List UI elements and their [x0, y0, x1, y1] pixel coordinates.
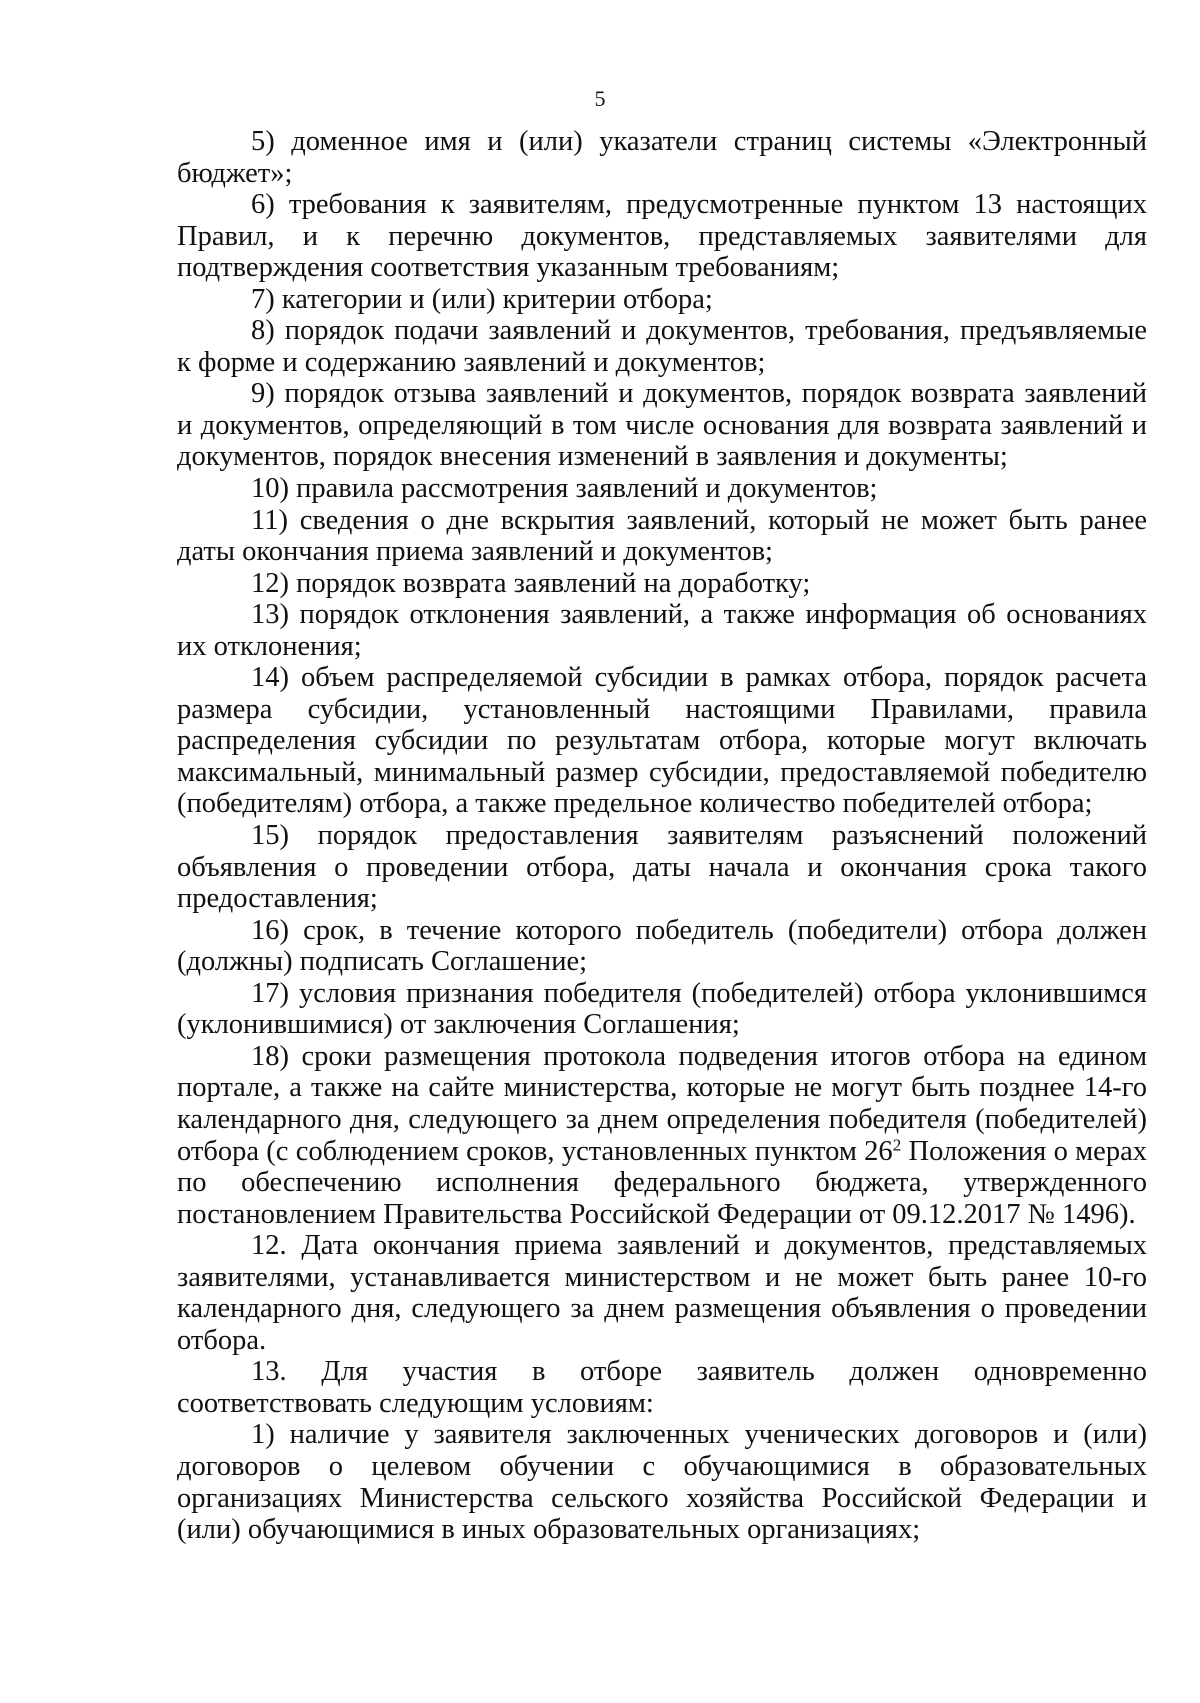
page-number: 5 [594, 86, 606, 111]
paragraph-item-8: 8) порядок подачи заявлений и документов, требования, предъявляемые к форме и содержанию заявлений и документов; [177, 315, 1147, 378]
paragraph-item-16: 16) срок, в течение которого победитель (победители) отбора должен (должны) подписать Соглашение; [177, 914, 1147, 978]
paragraph-item-11: 11) сведения о дне вскрытия заявлений, который не может быть ранее даты окончания приема заявлений и документов; [177, 504, 1147, 568]
paragraph-item-18-text-after: Положения о мерах по обеспечению исполнения федерального бюджета, утвержденного постановлением Правительства Российской Федерации от 09.12.2017 № 1496). [177, 1135, 1147, 1230]
paragraph-item-18 [177, 1041, 1147, 1230]
paragraph-item-13: 13) порядок отклонения заявлений, а также информация об основаниях их отклонения; [177, 599, 1147, 662]
superscript-index: 2 [892, 1135, 902, 1155]
paragraph-item-6: 6) требования к заявителям, предусмотренные пунктом 13 настоящих Правил, и к перечню документов, представляемых заявителями для подтверждения соответствия указанным требованиям; [177, 189, 1147, 284]
paragraph-item-10: 10) правила рассмотрения заявлений и документов; [251, 473, 878, 505]
document-body [177, 126, 1147, 1546]
paragraph-item-18-text-before: 18) сроки размещения протокола подведения итогов отбора на едином портале, а также на сайте министерства, которые не могут быть позднее 14-го календарного дня, следующего за днем определения победителя (победителей) отбора (с соблюдением сроков, установленных пунктом 26 [177, 1040, 1147, 1167]
paragraph-condition-1: 1) наличие у заявителя заключенных ученических договоров и (или) договоров о целевом обучении с обучающимися в образовательных организациях Министерства сельского хозяйства Российской Федерации и (или) обучающимися в иных образовательных организациях; [177, 1419, 1147, 1546]
paragraph-item-9: 9) порядок отзыва заявлений и документов, порядок возврата заявлений и документов, определяющий в том числе основания для возврата заявлений и документов, порядок внесения изменений в заявления и документы; [177, 378, 1147, 473]
paragraph-item-5: 5) доменное имя и (или) указатели страниц системы «Электронный бюджет»; [177, 126, 1147, 189]
paragraph-item-14: 14) объем распределяемой субсидии в рамках отбора, порядок расчета размера субсидии, установленный настоящими Правилами, правила распределения субсидии по результатам отбора, которые могут включать максимальный, минимальный размер субсидии, предоставляемой победителю (победителям) отбора, а также предельное количество победителей отбора; [177, 662, 1147, 820]
paragraph-clause-12: 12. Дата окончания приема заявлений и документов, представляемых заявителями, устанавливается министерством и не может быть ранее 10-го календарного дня, следующего за днем размещения объявления о проведении отбора. [177, 1230, 1147, 1356]
paragraph-item-12: 12) порядок возврата заявлений на доработку; [251, 567, 811, 599]
paragraph-item-15: 15) порядок предоставления заявителям разъяснений положений объявления о проведении отбора, даты начала и окончания срока такого предоставления; [177, 820, 1147, 915]
paragraph-item-7: 7) категории и (или) критерии отбора; [251, 283, 713, 315]
paragraph-item-17: 17) условия признания победителя (победителей) отбора уклонившимся (уклонившимися) от заключения Соглашения; [177, 977, 1147, 1041]
paragraph-clause-13: 13. Для участия в отборе заявитель должен одновременно соответствовать следующим условиям: [177, 1356, 1147, 1419]
